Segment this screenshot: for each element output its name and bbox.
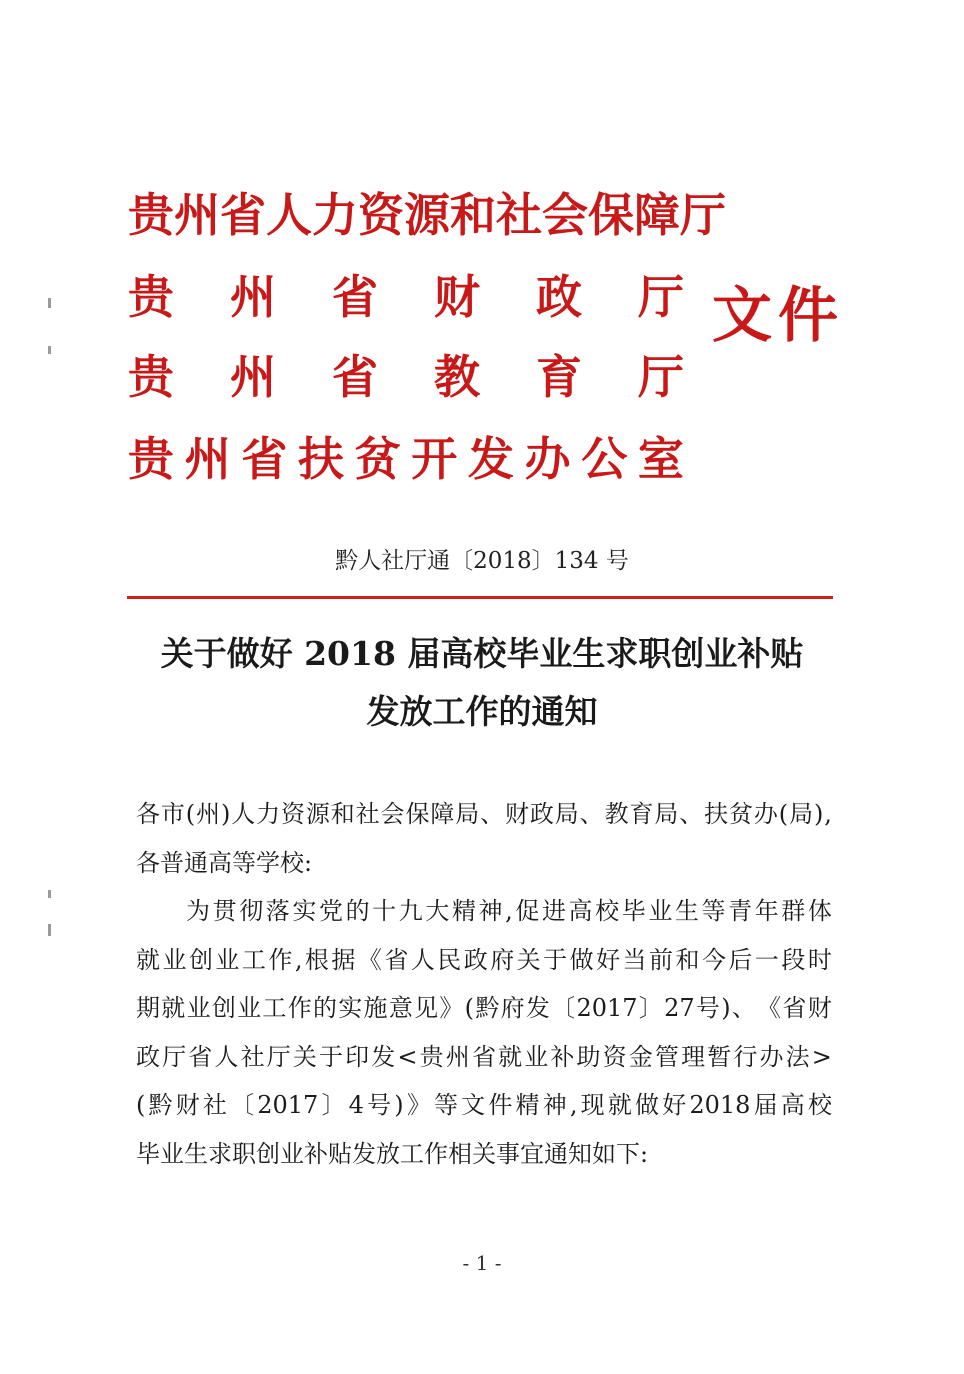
text-glyph: 就 bbox=[498, 1043, 523, 1071]
text-glyph: ) bbox=[394, 1091, 404, 1119]
text-glyph: 发 bbox=[525, 994, 550, 1022]
text-glyph: 年 bbox=[754, 897, 779, 925]
text-glyph: 现 bbox=[580, 1091, 605, 1119]
text-glyph: 印 bbox=[345, 1043, 370, 1071]
text-glyph: 财 bbox=[175, 1091, 200, 1119]
text-glyph: 省 bbox=[471, 1043, 496, 1071]
text-glyph: 金 bbox=[628, 1043, 653, 1071]
text-glyph: 局 bbox=[554, 800, 579, 828]
text-glyph: 源 bbox=[305, 800, 330, 828]
text-glyph: 实 bbox=[338, 994, 363, 1022]
text-glyph: 党 bbox=[318, 897, 343, 925]
paragraph-line-6: 毕业生求职创业补贴发放工作相关事宜通知如下: bbox=[136, 1140, 649, 1168]
text-glyph: 工 bbox=[241, 946, 266, 974]
text-glyph: 高 bbox=[568, 897, 593, 925]
text-glyph: < bbox=[397, 1043, 418, 1071]
text-glyph: 助 bbox=[576, 1043, 601, 1071]
text-glyph: 市 bbox=[160, 800, 185, 828]
text-glyph: 当 bbox=[622, 946, 647, 974]
text-glyph: 办 bbox=[759, 1043, 784, 1071]
text-glyph: 2017 bbox=[257, 1091, 319, 1119]
text-glyph: 就 bbox=[607, 1091, 632, 1119]
text-glyph: 补 bbox=[550, 1043, 575, 1071]
text-glyph: 厅 bbox=[266, 1043, 291, 1071]
text-glyph: 时 bbox=[807, 946, 832, 974]
text-glyph: 大 bbox=[425, 897, 450, 925]
agency-3 bbox=[128, 351, 684, 403]
agency-char: 政 bbox=[536, 270, 582, 324]
text-glyph: 会 bbox=[380, 800, 405, 828]
text-glyph: 〔 bbox=[551, 994, 576, 1022]
text-glyph: 行 bbox=[733, 1043, 758, 1071]
text-glyph: 局 bbox=[455, 800, 480, 828]
text-glyph: 黔 bbox=[148, 1091, 173, 1119]
text-glyph: 办 bbox=[753, 800, 778, 828]
text-glyph: 创 bbox=[211, 994, 236, 1022]
page-number: - 1 - bbox=[462, 1251, 502, 1275]
text-glyph: 业 bbox=[186, 994, 211, 1022]
text-glyph: 于 bbox=[543, 946, 568, 974]
text-glyph: 的 bbox=[345, 897, 370, 925]
text-glyph: 生 bbox=[674, 897, 699, 925]
text-glyph: 进 bbox=[541, 897, 566, 925]
text-glyph: 省 bbox=[188, 1043, 213, 1071]
text-glyph: 实 bbox=[292, 897, 317, 925]
text-glyph: ) bbox=[721, 994, 731, 1022]
text-glyph: 据 bbox=[331, 946, 356, 974]
agency-char: 州 bbox=[230, 270, 276, 324]
text-glyph: 2017 bbox=[576, 994, 638, 1022]
agency-char: 办 bbox=[524, 432, 571, 486]
text-glyph: 《 bbox=[357, 946, 382, 974]
text-glyph: 黔 bbox=[475, 994, 500, 1022]
text-glyph: 业 bbox=[237, 994, 262, 1022]
text-glyph: 厅 bbox=[162, 1043, 187, 1071]
agency-char: 开 bbox=[411, 432, 458, 486]
binding-mark bbox=[48, 924, 51, 936]
text-glyph: 促 bbox=[515, 897, 540, 925]
text-glyph: 为 bbox=[186, 897, 210, 925]
text-glyph: 和 bbox=[330, 800, 355, 828]
text-glyph: 、 bbox=[579, 800, 604, 828]
text-glyph: 府 bbox=[490, 946, 515, 974]
text-glyph: 业 bbox=[648, 897, 673, 925]
text-glyph: 好 bbox=[662, 1091, 687, 1119]
text-glyph: 资 bbox=[280, 800, 305, 828]
text-glyph: 后 bbox=[728, 946, 753, 974]
text-glyph: 法 bbox=[785, 1043, 810, 1071]
text-glyph: 社 bbox=[355, 800, 380, 828]
paragraph-line-3 bbox=[136, 991, 832, 1025]
text-glyph: 贵 bbox=[419, 1043, 444, 1071]
paragraph-line-4 bbox=[136, 1040, 832, 1074]
agency-char: 室 bbox=[637, 432, 684, 486]
agency-char: 省 bbox=[241, 432, 288, 486]
text-glyph: 政 bbox=[463, 946, 488, 974]
agency-char: 公 bbox=[581, 432, 628, 486]
text-glyph: 神 bbox=[542, 1091, 567, 1119]
text-glyph: 工 bbox=[262, 994, 287, 1022]
text-glyph: 人 bbox=[231, 800, 256, 828]
text-glyph: 府 bbox=[500, 994, 525, 1022]
text-glyph: 27 bbox=[664, 994, 695, 1022]
agency-char: 财 bbox=[434, 270, 480, 324]
text-glyph: 保 bbox=[405, 800, 430, 828]
text-glyph: 、 bbox=[480, 800, 505, 828]
paragraph-line-1 bbox=[186, 894, 832, 928]
text-glyph: 好 bbox=[596, 946, 621, 974]
text-glyph: 社 bbox=[240, 1043, 265, 1071]
agency-char: 发 bbox=[467, 432, 514, 486]
text-glyph: 段 bbox=[781, 946, 806, 974]
agency-4 bbox=[128, 433, 684, 485]
text-glyph: 局 bbox=[654, 800, 679, 828]
text-glyph: 十 bbox=[372, 897, 397, 925]
text-glyph: 就 bbox=[161, 994, 186, 1022]
text-glyph: 今 bbox=[701, 946, 726, 974]
text-glyph: 财 bbox=[807, 994, 832, 1022]
addressee-line-1 bbox=[136, 797, 832, 831]
text-glyph: 等 bbox=[701, 897, 726, 925]
text-glyph: 州 bbox=[196, 800, 221, 828]
notice-title-line-2: 发放工作的通知 bbox=[366, 692, 598, 731]
text-glyph: 神 bbox=[478, 897, 503, 925]
text-glyph: 根 bbox=[304, 946, 329, 974]
text-glyph: 发 bbox=[371, 1043, 396, 1071]
text-glyph: 毕 bbox=[621, 897, 646, 925]
text-glyph: 2018 bbox=[689, 1091, 751, 1119]
text-glyph: 精 bbox=[451, 897, 476, 925]
text-glyph: 社 bbox=[202, 1091, 227, 1119]
binding-mark bbox=[48, 346, 51, 354]
agency-char: 州 bbox=[184, 432, 231, 486]
text-glyph: , bbox=[505, 897, 513, 925]
addressee-line-2: 各普通高等学校: bbox=[136, 849, 313, 877]
agency-char: 厅 bbox=[638, 350, 684, 404]
text-glyph: 一 bbox=[754, 946, 779, 974]
text-glyph: 彻 bbox=[239, 897, 264, 925]
text-glyph: 人 bbox=[410, 946, 435, 974]
text-glyph: 创 bbox=[188, 946, 213, 974]
text-glyph: ( bbox=[464, 994, 475, 1022]
text-glyph: > bbox=[811, 1043, 832, 1071]
text-glyph: 号 bbox=[367, 1091, 392, 1119]
agency-char: 教 bbox=[434, 350, 480, 404]
text-glyph: 〔 bbox=[230, 1091, 255, 1119]
text-glyph: 政 bbox=[136, 1043, 160, 1071]
text-glyph: ) bbox=[813, 800, 824, 828]
text-glyph: 《 bbox=[757, 994, 782, 1022]
text-glyph: 业 bbox=[524, 1043, 549, 1071]
text-glyph: 就 bbox=[136, 946, 160, 974]
text-glyph: 各 bbox=[136, 800, 160, 828]
agency-char: 州 bbox=[230, 350, 276, 404]
text-glyph: 的 bbox=[312, 994, 337, 1022]
text-glyph: 前 bbox=[649, 946, 674, 974]
text-glyph: ( bbox=[185, 800, 196, 828]
text-glyph: , bbox=[569, 1091, 578, 1119]
text-glyph: 关 bbox=[516, 946, 541, 974]
text-glyph: 暂 bbox=[707, 1043, 732, 1071]
text-glyph: 财 bbox=[505, 800, 529, 828]
text-glyph: 做 bbox=[569, 946, 594, 974]
text-glyph: ) bbox=[220, 800, 231, 828]
text-glyph: , bbox=[824, 800, 832, 828]
text-glyph: 资 bbox=[602, 1043, 627, 1071]
text-glyph: 贫 bbox=[729, 800, 754, 828]
text-glyph: , bbox=[294, 946, 303, 974]
paragraph-line-5 bbox=[136, 1088, 832, 1122]
text-glyph: 校 bbox=[807, 1091, 832, 1119]
text-glyph: 、 bbox=[679, 800, 704, 828]
text-glyph: 业 bbox=[162, 946, 187, 974]
text-glyph: 见 bbox=[414, 994, 439, 1022]
agency-char: 厅 bbox=[638, 270, 684, 324]
text-glyph: 》 bbox=[439, 994, 464, 1022]
red-separator-rule bbox=[127, 596, 833, 599]
text-glyph: 障 bbox=[430, 800, 455, 828]
text-glyph: 九 bbox=[398, 897, 423, 925]
text-glyph: 民 bbox=[437, 946, 462, 974]
agency-char: 育 bbox=[536, 350, 582, 404]
text-glyph: 作 bbox=[268, 946, 293, 974]
text-glyph: 贯 bbox=[212, 897, 237, 925]
binding-mark bbox=[48, 890, 51, 898]
text-glyph: 期 bbox=[136, 994, 160, 1022]
text-glyph: 》 bbox=[406, 1091, 431, 1119]
agency-1: 贵州省人力资源和社会保障厅 bbox=[128, 188, 726, 242]
agency-char: 扶 bbox=[297, 432, 344, 486]
text-glyph: 州 bbox=[445, 1043, 470, 1071]
text-glyph: 扶 bbox=[704, 800, 729, 828]
text-glyph: 关 bbox=[292, 1043, 317, 1071]
text-glyph: 4 bbox=[348, 1091, 364, 1119]
document-kind-label: 文件 bbox=[712, 281, 844, 351]
document-number: 黔人社厅通〔2018〕134 号 bbox=[335, 548, 629, 574]
text-glyph: 政 bbox=[529, 800, 554, 828]
text-glyph: 育 bbox=[629, 800, 654, 828]
text-glyph: 力 bbox=[256, 800, 281, 828]
text-glyph: 做 bbox=[635, 1091, 660, 1119]
text-glyph: 业 bbox=[215, 946, 240, 974]
text-glyph: 体 bbox=[807, 897, 832, 925]
text-glyph: ( bbox=[136, 1091, 146, 1119]
agency-char: 贵 bbox=[128, 350, 174, 404]
text-glyph: 件 bbox=[488, 1091, 513, 1119]
binding-mark bbox=[48, 298, 51, 308]
text-glyph: 号 bbox=[695, 994, 720, 1022]
agency-char: 贵 bbox=[128, 432, 174, 486]
text-glyph: 等 bbox=[434, 1091, 458, 1119]
text-glyph: 局 bbox=[789, 800, 814, 828]
text-glyph: 落 bbox=[265, 897, 290, 925]
text-glyph: 〕 bbox=[638, 994, 663, 1022]
text-glyph: 〕 bbox=[321, 1091, 346, 1119]
text-glyph: 省 bbox=[782, 994, 807, 1022]
agency-char: 贵 bbox=[128, 270, 174, 324]
text-glyph: 教 bbox=[604, 800, 629, 828]
text-glyph: 群 bbox=[781, 897, 806, 925]
agency-char: 贫 bbox=[354, 432, 401, 486]
text-glyph: 、 bbox=[731, 994, 756, 1022]
text-glyph: 人 bbox=[214, 1043, 239, 1071]
text-glyph: 青 bbox=[728, 897, 753, 925]
text-glyph: 省 bbox=[384, 946, 409, 974]
text-glyph: 于 bbox=[318, 1043, 343, 1071]
text-glyph: 和 bbox=[675, 946, 700, 974]
text-glyph: 精 bbox=[515, 1091, 540, 1119]
text-glyph: 届 bbox=[753, 1091, 778, 1119]
text-glyph: 文 bbox=[461, 1091, 486, 1119]
notice-title-line-1: 关于做好 2018 届高校毕业生求职创业补贴 bbox=[160, 634, 804, 673]
text-glyph: 理 bbox=[681, 1043, 706, 1071]
paragraph-line-2 bbox=[136, 943, 832, 977]
text-glyph: 高 bbox=[780, 1091, 805, 1119]
text-glyph: 校 bbox=[595, 897, 620, 925]
agency-2 bbox=[128, 271, 684, 323]
text-glyph: 施 bbox=[363, 994, 388, 1022]
agency-char: 省 bbox=[332, 270, 378, 324]
agency-char: 省 bbox=[332, 350, 378, 404]
text-glyph: ( bbox=[778, 800, 789, 828]
text-glyph: 作 bbox=[287, 994, 312, 1022]
text-glyph: 意 bbox=[388, 994, 413, 1022]
text-glyph: 管 bbox=[654, 1043, 679, 1071]
